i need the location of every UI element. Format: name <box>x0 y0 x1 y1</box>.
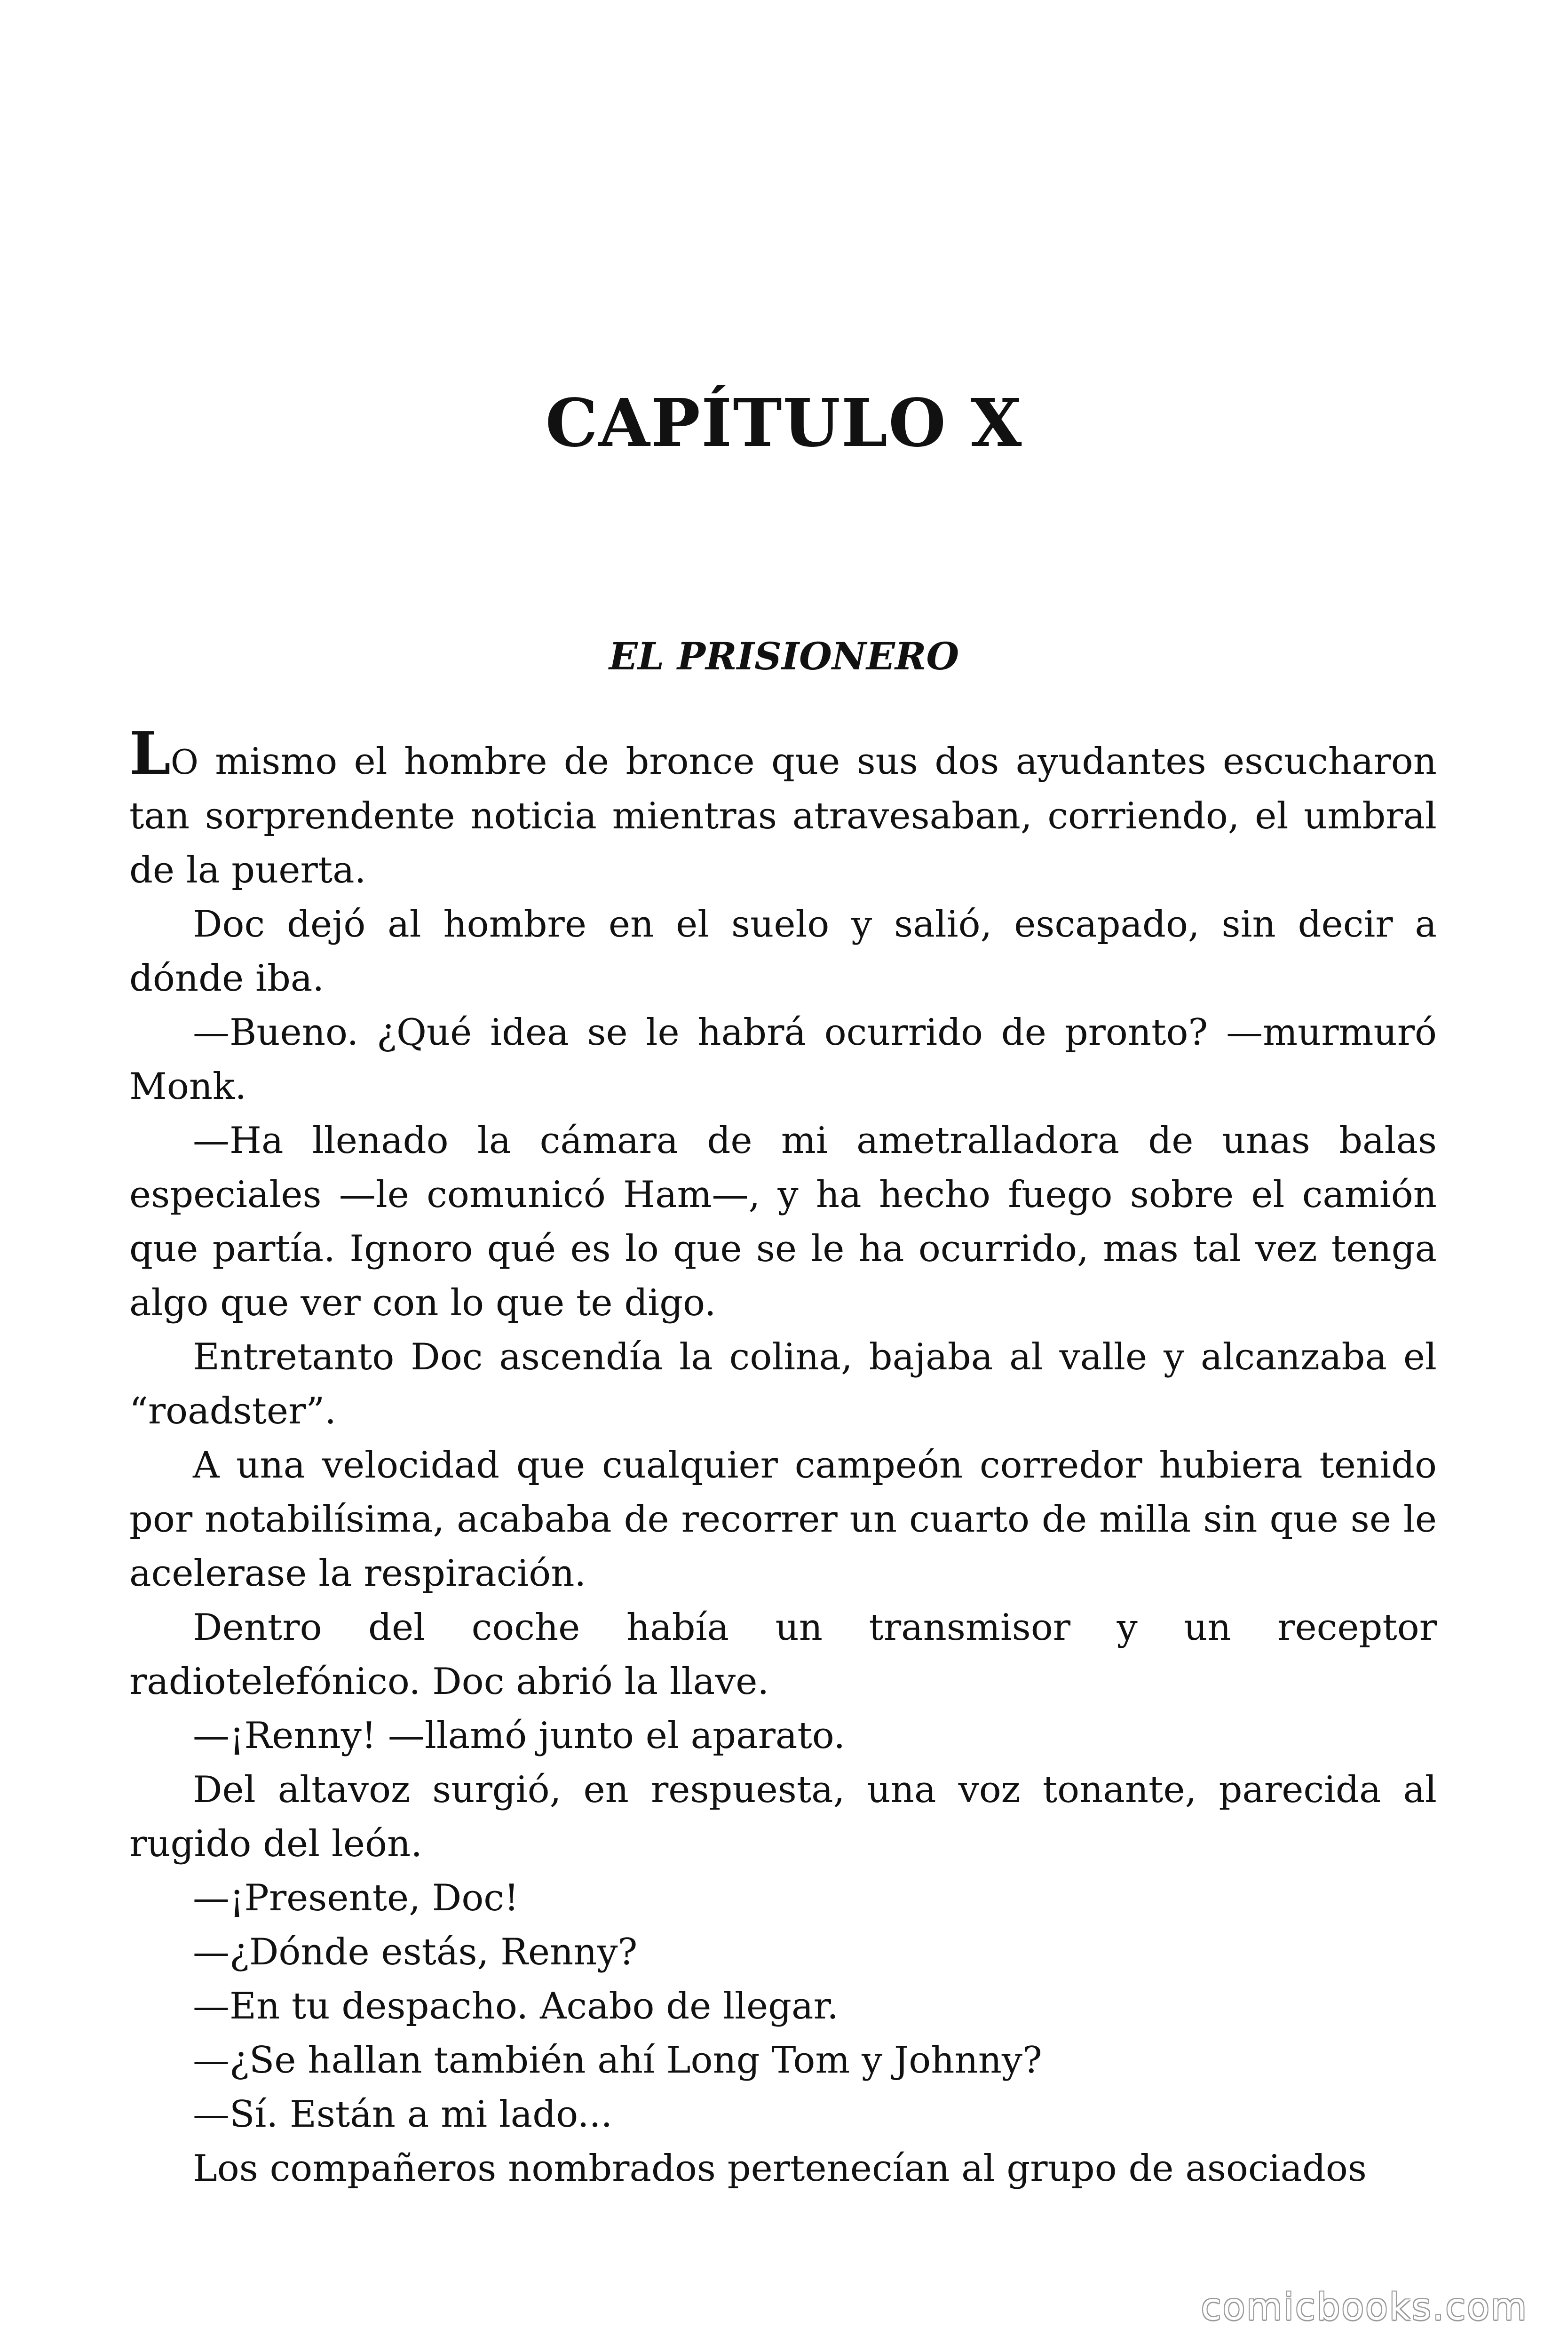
small-caps-text: O <box>170 742 198 782</box>
paragraph: —¡Renny! —llamó junto el aparato. <box>193 1715 846 1757</box>
paragraph: —¡Presente, Doc! <box>193 1877 519 1919</box>
watermark: comicbooks.com <box>1201 2286 1528 2328</box>
paragraph: —¿Dónde estás, Renny? <box>193 1931 638 1973</box>
paragraph: Dentro del coche había un transmisor y un receptor radiotelefónico. Doc abrió la llave. <box>129 1606 1437 1703</box>
body-text <box>129 719 1437 2196</box>
paragraph: Del altavoz surgió, en respuesta, una voz tonante, parecida al rugido del león. <box>129 1769 1437 1865</box>
paragraph: —Sí. Están a mi lado... <box>193 2093 613 2136</box>
opening-paragraph <box>129 719 1437 898</box>
paragraph: Los compañeros nombrados pertenecían al grupo de asociados <box>193 2147 1367 2190</box>
chapter-title: CAPÍTULO X <box>545 385 1023 462</box>
paragraph: Doc dejó al hombre en el suelo y salió, escapado, sin decir a dónde iba. <box>129 903 1437 1000</box>
paragraph: —En tu despacho. Acabo de llegar. <box>193 1985 839 2027</box>
paragraph: —Bueno. ¿Qué idea se le habrá ocurrido de pronto? —murmuró Monk. <box>129 1011 1437 1108</box>
drop-cap: L <box>129 719 171 788</box>
paragraph: Entretanto Doc ascendía la colina, bajaba al valle y alcanzaba el “roadster”. <box>129 1336 1437 1432</box>
paragraph: —Ha llenado la cámara de mi ametralladora de unas balas especiales —le comunicó Ham—, y ha hecho fuego sobre el camión que partía. Ignoro qué es lo que se le ha ocurrido, mas tal vez tenga algo que ver con lo que te digo. <box>129 1120 1437 1324</box>
paragraph: —¿Se hallan también ahí Long Tom y Johnny? <box>193 2039 1042 2082</box>
section-title: EL PRISIONERO <box>609 634 959 678</box>
paragraph: A una velocidad que cualquier campeón corredor hubiera tenido por notabilísima, acababa de recorrer un cuarto de milla sin que se le acelerase la respiración. <box>129 1444 1437 1595</box>
opening-text: mismo el hombre de bronce que sus dos ayudantes escucharon tan sorprendente noticia mientras atravesaban, corriendo, el umbral de la puerta. <box>129 740 1437 891</box>
